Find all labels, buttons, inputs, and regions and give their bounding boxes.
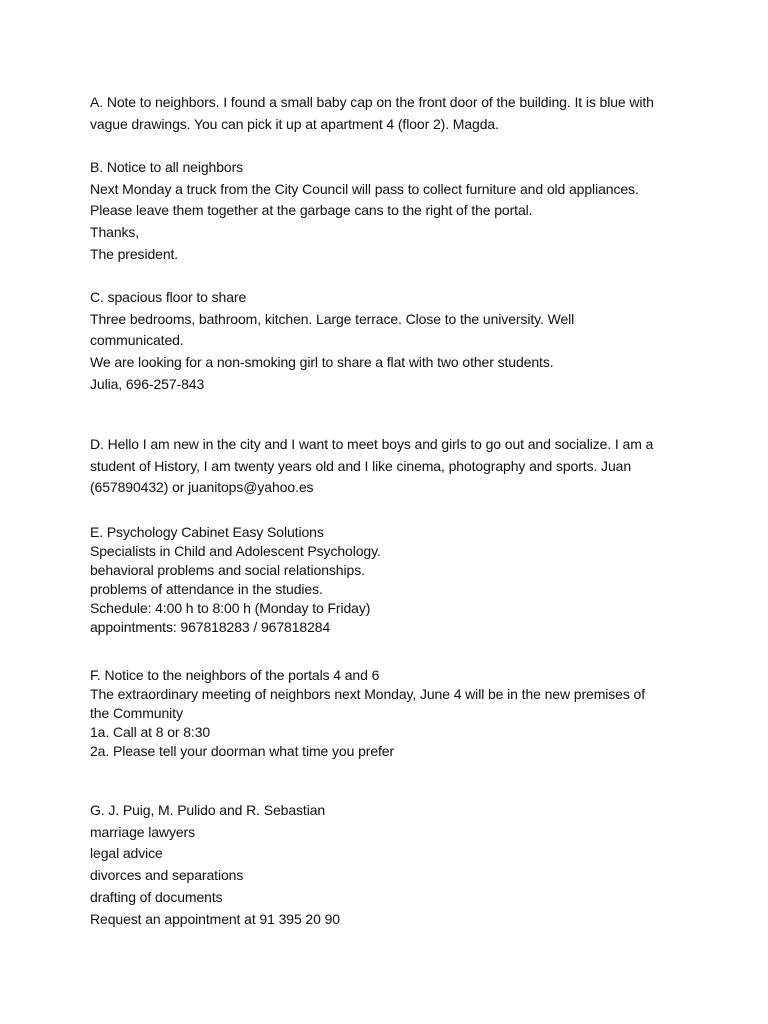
notice-d-meet-people: [90, 434, 690, 499]
notice-heading: E. Psychology Cabinet Easy Solutions: [90, 524, 324, 540]
notice-e-psychology-cabinet: [90, 523, 690, 637]
notice-line: Specialists in Child and Adolescent Psychology.: [90, 543, 381, 559]
notice-line: drafting of documents: [90, 888, 223, 905]
notice-heading: F. Notice to the neighbors of the portals 4 and 6: [90, 667, 380, 683]
notice-line: Next Monday a truck from the City Council will pass to collect furniture and old appliances.: [90, 180, 639, 197]
notice-line: the Community: [90, 705, 183, 721]
notice-line: Three bedrooms, bathroom, kitchen. Large terrace. Close to the university. Well: [90, 310, 575, 327]
notice-line: divorces and separations: [90, 867, 244, 884]
notice-line: Schedule: 4:00 h to 8:00 h (Monday to Friday): [90, 600, 371, 616]
notice-line: 2a. Please tell your doorman what time you prefer: [90, 743, 395, 759]
notice-line: Thanks,: [90, 224, 140, 241]
notice-line: A. Note to neighbors. I found a small baby cap on the front door of the building. It is blue with: [90, 94, 654, 110]
notice-line: legal advice: [90, 845, 163, 862]
notice-line: appointments: 967818283 / 967818284: [90, 619, 331, 635]
notice-line: We are looking for a non-smoking girl to share a flat with two other students.: [90, 354, 554, 371]
notice-g-marriage-lawyers: [90, 800, 690, 930]
notice-line: Please leave them together at the garbage cans to the right of the portal.: [90, 202, 533, 219]
notice-line: problems of attendance in the studies.: [90, 581, 323, 597]
notice-line: D. Hello I am new in the city and I want to meet boys and girls to go out and socialize. I am a: [90, 436, 654, 452]
notice-line: The extraordinary meeting of neighbors next Monday, June 4 will be in the new premises of: [90, 686, 646, 702]
notice-line: vague drawings. You can pick it up at apartment 4 (floor 2). Magda.: [90, 115, 499, 132]
notice-heading: G. J. Puig, M. Pulido and R. Sebastian: [90, 802, 326, 818]
notice-a-lost-baby-cap: [90, 92, 690, 135]
notice-heading: B. Notice to all neighbors: [90, 159, 244, 175]
notice-c-flat-to-share: [90, 287, 690, 396]
notice-line: communicated.: [90, 332, 184, 349]
notice-b-truck-collection: [90, 157, 690, 266]
notice-line: (657890432) or juanitops@yahoo.es: [90, 479, 314, 496]
notice-line: behavioral problems and social relationships.: [90, 562, 365, 578]
notice-line: The president.: [90, 245, 179, 262]
notice-f-neighbors-meeting: [90, 666, 690, 761]
notice-line: Request an appointment at 91 395 20 90: [90, 910, 340, 927]
notice-line: student of History, I am twenty years old and I like cinema, photography and sports. Juan: [90, 457, 632, 474]
notice-line: marriage lawyers: [90, 823, 195, 840]
notice-line: 1a. Call at 8 or 8:30: [90, 724, 211, 740]
notice-heading: C. spacious floor to share: [90, 289, 247, 305]
notice-line: Julia, 696-257-843: [90, 375, 205, 392]
